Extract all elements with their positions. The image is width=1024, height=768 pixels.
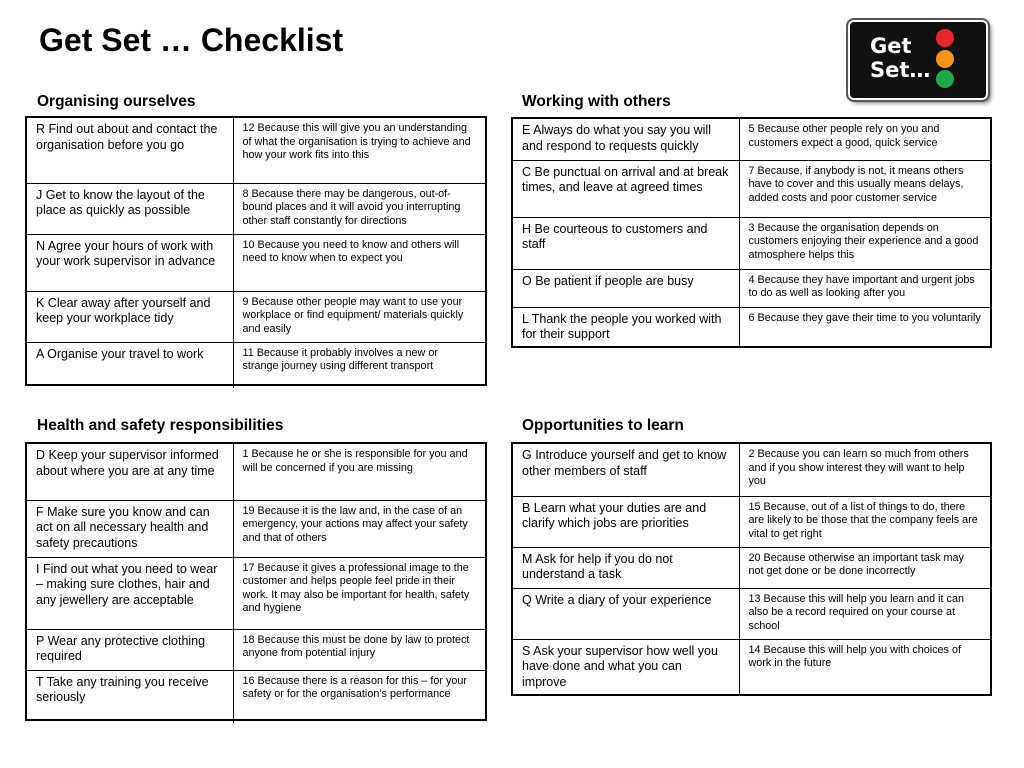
action-cell: O Be patient if people are busy <box>513 269 739 307</box>
table-row <box>27 500 485 557</box>
section-heading-organising: Organising ourselves <box>37 93 196 110</box>
reason-cell: 3 Because the organisation depends on customers enjoying their experience and a good atmosphere helps this <box>739 217 990 269</box>
reason-cell: 15 Because, out of a list of things to do, there are likely to be those that the company feels are vital to get right <box>739 496 990 547</box>
table-row <box>513 444 990 496</box>
checklist-table-opportunities <box>511 442 992 696</box>
table-row <box>27 670 485 723</box>
get-set-traffic-light-logo <box>848 20 988 100</box>
section-heading-working: Working with others <box>522 93 671 110</box>
checklist-table-working <box>511 117 992 348</box>
reason-cell: 17 Because it gives a professional image to the customer and helps people feel pride in their work. It may also be important for health, safety and hygiene <box>233 557 485 629</box>
table-row <box>513 496 990 547</box>
reason-cell: 1 Because he or she is responsible for you and will be concerned if you are missing <box>233 444 485 500</box>
green-light-icon <box>936 70 954 88</box>
reason-cell: 19 Because it is the law and, in the case of an emergency, your actions may affect your safety and that of others <box>233 500 485 557</box>
action-cell: J Get to know the layout of the place as quickly as possible <box>27 183 233 234</box>
action-cell: I Find out what you need to wear – making sure clothes, hair and any jewellery are acceptable <box>27 557 233 629</box>
table-row <box>27 629 485 670</box>
reason-cell: 14 Because this will help you with choices of work in the future <box>739 639 990 694</box>
action-cell: F Make sure you know and can act on all necessary health and safety precautions <box>27 500 233 557</box>
action-cell: B Learn what your duties are and clarify which jobs are priorities <box>513 496 739 547</box>
reason-cell: 8 Because there may be dangerous, out-of-bound places and it will avoid you interrupting other staff constantly for directions <box>233 183 485 234</box>
action-cell: D Keep your supervisor informed about where you are at any time <box>27 444 233 500</box>
action-cell: S Ask your supervisor how well you have done and what you can improve <box>513 639 739 694</box>
reason-cell: 5 Because other people rely on you and customers expect a good, quick service <box>739 119 990 160</box>
table-row <box>513 307 990 348</box>
table-row <box>27 557 485 629</box>
reason-cell: 6 Because they gave their time to you voluntarily <box>739 307 990 348</box>
action-cell: A Organise your travel to work <box>27 342 233 388</box>
reason-cell: 4 Because they have important and urgent jobs to do as well as looking after you <box>739 269 990 307</box>
logo-text: Get Set… <box>870 34 931 82</box>
action-cell: T Take any training you receive seriously <box>27 670 233 723</box>
table-row <box>27 444 485 500</box>
action-cell: N Agree your hours of work with your work supervisor in advance <box>27 234 233 291</box>
action-cell: P Wear any protective clothing required <box>27 629 233 670</box>
action-cell: G Introduce yourself and get to know other members of staff <box>513 444 739 496</box>
action-cell: H Be courteous to customers and staff <box>513 217 739 269</box>
table-row <box>513 119 990 160</box>
reason-cell: 7 Because, if anybody is not, it means others have to cover and this usually means delays, added costs and poor customer service <box>739 160 990 217</box>
action-cell: K Clear away after yourself and keep your workplace tidy <box>27 291 233 342</box>
action-cell: E Always do what you say you will and respond to requests quickly <box>513 119 739 160</box>
reason-cell: 20 Because otherwise an important task may not get done or be done incorrectly <box>739 547 990 588</box>
table-row <box>513 639 990 694</box>
table-row <box>27 342 485 388</box>
checklist-table-health <box>25 442 487 721</box>
reason-cell: 10 Because you need to know and others will need to know when to expect you <box>233 234 485 291</box>
reason-cell: 11 Because it probably involves a new or strange journey using different transport <box>233 342 485 388</box>
table-row <box>27 291 485 342</box>
reason-cell: 16 Because there is a reason for this – for your safety or for the organisation’s performance <box>233 670 485 723</box>
reason-cell: 2 Because you can learn so much from others and if you show interest they will want to help you <box>739 444 990 496</box>
action-cell: L Thank the people you worked with for their support <box>513 307 739 348</box>
table-row <box>513 269 990 307</box>
section-heading-opportunities: Opportunities to learn <box>522 417 684 434</box>
checklist-table-organising <box>25 116 487 386</box>
reason-cell: 13 Because this will help you learn and it can also be a record required on your course at school <box>739 588 990 639</box>
table-row <box>513 547 990 588</box>
section-heading-health: Health and safety responsibilities <box>37 417 284 434</box>
action-cell: C Be punctual on arrival and at break times, and leave at agreed times <box>513 160 739 217</box>
table-row <box>27 118 485 183</box>
red-light-icon <box>936 29 954 47</box>
action-cell: Q Write a diary of your experience <box>513 588 739 639</box>
reason-cell: 18 Because this must be done by law to protect anyone from potential injury <box>233 629 485 670</box>
action-cell: R Find out about and contact the organisation before you go <box>27 118 233 183</box>
page-title: Get Set … Checklist <box>39 22 344 58</box>
reason-cell: 9 Because other people may want to use your workplace or find equipment/ materials quickly and easily <box>233 291 485 342</box>
table-row <box>513 217 990 269</box>
table-row <box>513 160 990 217</box>
amber-light-icon <box>936 50 954 68</box>
table-row <box>27 183 485 234</box>
action-cell: M Ask for help if you do not understand a task <box>513 547 739 588</box>
table-row <box>513 588 990 639</box>
table-row <box>27 234 485 291</box>
reason-cell: 12 Because this will give you an understanding of what the organisation is trying to achieve and how your work fits into this <box>233 118 485 183</box>
